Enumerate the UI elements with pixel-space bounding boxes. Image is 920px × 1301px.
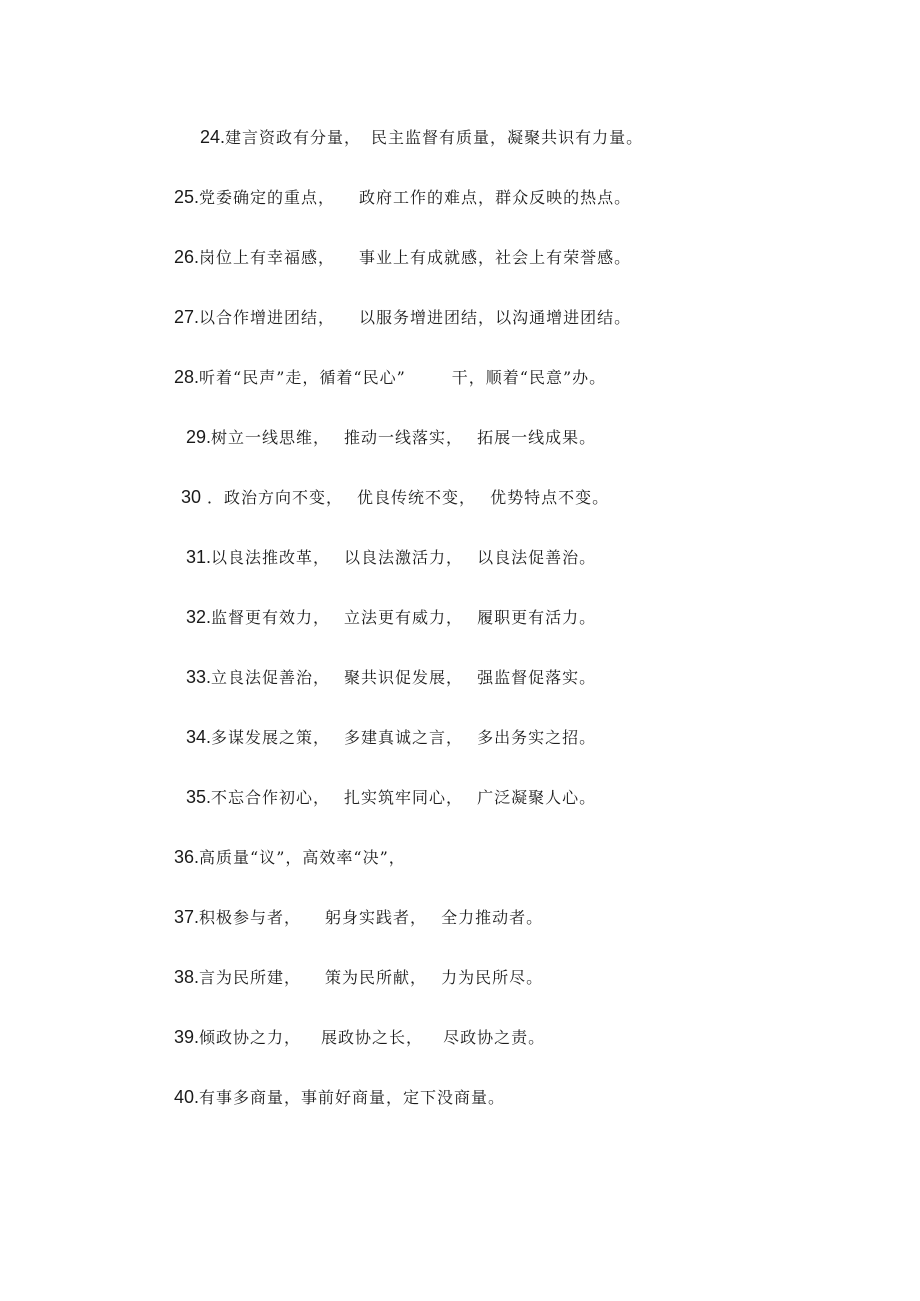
list-item-31 xyxy=(186,542,596,572)
phrase-1: 以合作增进团结， xyxy=(199,308,336,327)
list-item-29 xyxy=(186,422,596,452)
phrase-1: 建言资政有分量， xyxy=(225,128,362,147)
list-item-37 xyxy=(174,902,543,932)
list-item-25 xyxy=(174,182,631,212)
phrase-3: 多出务实之招。 xyxy=(477,728,597,747)
item-number: 36. xyxy=(174,847,200,867)
phrase-3: 社会上有荣誉感。 xyxy=(495,248,632,267)
item-number: 24. xyxy=(200,127,226,147)
item-number: 34. xyxy=(186,727,212,747)
phrase-2: 政府工作的难点， xyxy=(359,188,496,207)
phrase-1: 以良法推改革， xyxy=(211,548,331,567)
phrase-1: 岗位上有幸福感， xyxy=(199,248,336,267)
list-item-27 xyxy=(174,302,631,332)
phrase-2: 以服务增进团结， xyxy=(359,308,496,327)
item-number: 40. xyxy=(174,1087,200,1107)
item-number: 32. xyxy=(186,607,212,627)
phrase-2: 推动一线落实， xyxy=(344,428,464,447)
phrase-2: 优良传统不变， xyxy=(357,488,477,507)
list-item-35 xyxy=(186,782,596,812)
phrase-3: 顺着“民意”办。 xyxy=(485,368,607,387)
item-number: 29. xyxy=(186,427,212,447)
phrase-1: ．政治方向不变， xyxy=(207,488,344,507)
phrase-1: 多谋发展之策， xyxy=(211,728,331,747)
phrase-2: 策为民所献， xyxy=(325,968,428,987)
phrase-1: 不忘合作初心， xyxy=(211,788,331,807)
item-number: 27. xyxy=(174,307,200,327)
list-item-33 xyxy=(186,662,596,692)
phrase-2: 民主监督有质量， xyxy=(371,128,508,147)
phrase-1: 立良法促善治， xyxy=(211,668,331,687)
item-number: 25. xyxy=(174,187,200,207)
phrase-1: 党委确定的重点， xyxy=(199,188,336,207)
phrase-1: 听着“民声”走，循着“民心” xyxy=(199,368,406,387)
phrase-3: 拓展一线成果。 xyxy=(477,428,597,447)
phrase-3: 履职更有活力。 xyxy=(477,608,597,627)
phrase-3: 群众反映的热点。 xyxy=(495,188,632,207)
phrase-1: 有事多商量，事前好商量，定下没商量。 xyxy=(199,1088,506,1107)
phrase-3: 强监督促落实。 xyxy=(477,668,597,687)
item-number: 26. xyxy=(174,247,200,267)
item-number: 35. xyxy=(186,787,212,807)
list-item-38 xyxy=(174,962,543,992)
phrase-1: 积极参与者， xyxy=(199,908,302,927)
item-number: 39. xyxy=(174,1027,200,1047)
phrase-3: 力为民所尽。 xyxy=(441,968,544,987)
phrase-3: 以沟通增进团结。 xyxy=(495,308,632,327)
phrase-2: 躬身实践者， xyxy=(325,908,428,927)
phrase-1: 言为民所建， xyxy=(199,968,302,987)
list-item-32 xyxy=(186,602,596,632)
list-item-26 xyxy=(174,242,631,272)
phrase-1: 倾政协之力， xyxy=(199,1028,302,1047)
phrase-3: 广泛凝聚人心。 xyxy=(477,788,597,807)
phrase-2: 聚共识促发展， xyxy=(344,668,464,687)
item-number: 33. xyxy=(186,667,212,687)
list-item-34 xyxy=(186,722,596,752)
phrase-2: 多建真诚之言， xyxy=(344,728,464,747)
list-item-39 xyxy=(174,1022,545,1052)
phrase-3: 凝聚共识有力量。 xyxy=(507,128,644,147)
phrase-2: 干， xyxy=(451,368,486,387)
phrase-1: 高质量“议”，高效率“决”， xyxy=(199,848,406,867)
list-item-30 xyxy=(181,482,609,512)
list-item-28 xyxy=(174,362,606,392)
phrase-3: 尽政协之责。 xyxy=(443,1028,546,1047)
phrase-2: 立法更有威力， xyxy=(344,608,464,627)
phrase-2: 扎实筑牢同心， xyxy=(344,788,464,807)
list-item-36 xyxy=(174,842,406,872)
phrase-3: 以良法促善治。 xyxy=(477,548,597,567)
list-item-24 xyxy=(200,122,643,152)
phrase-2: 展政协之长， xyxy=(321,1028,424,1047)
phrase-2: 以良法激活力， xyxy=(344,548,464,567)
item-number: 38. xyxy=(174,967,200,987)
phrase-3: 优势特点不变。 xyxy=(490,488,610,507)
item-number: 30 xyxy=(181,487,202,507)
phrase-1: 树立一线思维， xyxy=(211,428,331,447)
phrase-1: 监督更有效力， xyxy=(211,608,331,627)
list-item-40 xyxy=(174,1082,505,1112)
phrase-3: 全力推动者。 xyxy=(441,908,544,927)
phrase-2: 事业上有成就感， xyxy=(359,248,496,267)
item-number: 28. xyxy=(174,367,200,387)
item-number: 31. xyxy=(186,547,212,567)
item-number: 37. xyxy=(174,907,200,927)
